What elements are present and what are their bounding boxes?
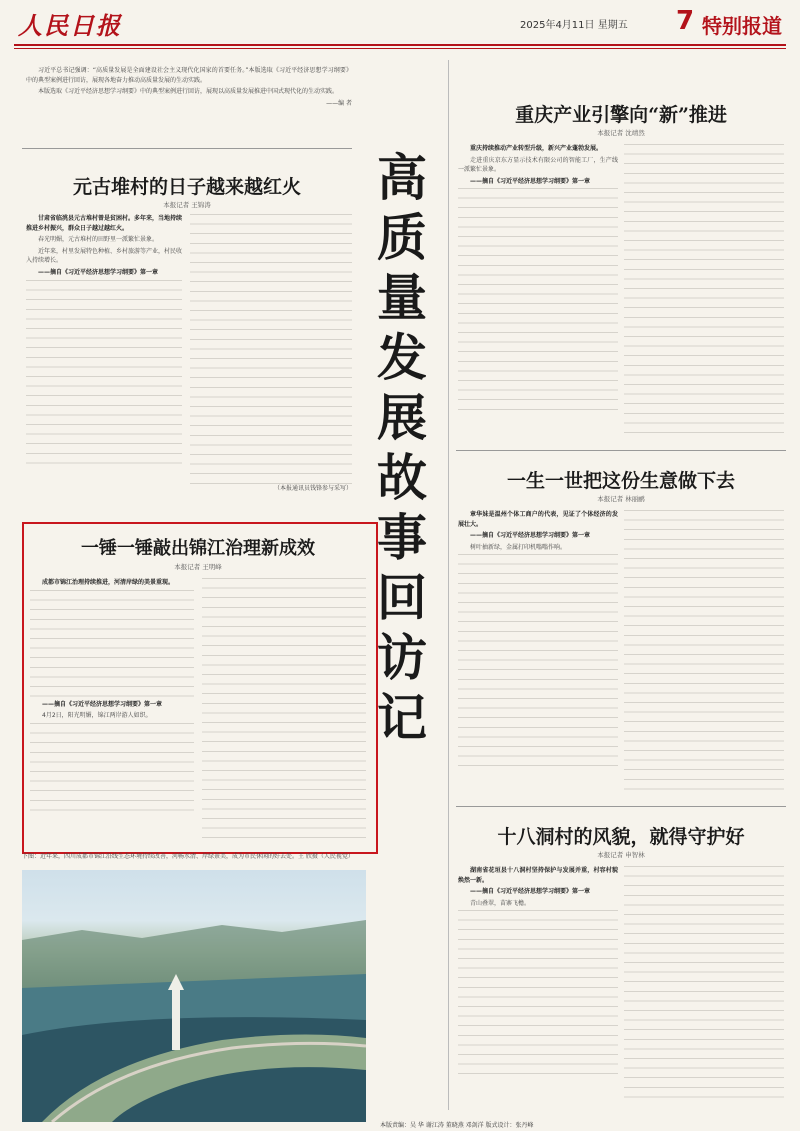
article-quote: ——摘自《习近平经济思想学习纲要》第一章 xyxy=(470,177,591,185)
masthead xyxy=(0,0,800,44)
divider xyxy=(22,148,352,149)
article-note: （本报通讯员钱锋参与采写） xyxy=(273,485,352,492)
article-paragraph: 4月2日，阳光明媚，锦江两岸游人如织。 xyxy=(42,712,152,720)
header-rule xyxy=(14,44,786,46)
editor-note xyxy=(26,66,352,142)
article-paragraph: 树叶抽新绿，金属打印机嗡嗡作响。 xyxy=(470,543,567,551)
article-quote: ——摘自《习近平经济思想学习纲要》第一章 xyxy=(38,268,159,276)
article-lead: 重庆持续推动产业转型升级，新兴产业蓬勃发展。 xyxy=(470,145,603,152)
article-body-col2 xyxy=(190,214,352,514)
text-lines xyxy=(624,866,784,1106)
article-body xyxy=(458,866,618,1110)
article-paragraph: 走进重庆京东方显示技术有限公司的智能工厂，生产线一派繁忙景象。 xyxy=(458,156,618,174)
article-title: 一锤一锤敲出锦江治理新成效 xyxy=(81,538,315,559)
article-byline: 本报记者 沈靖然 xyxy=(597,129,645,137)
article-body-col2 xyxy=(202,578,366,846)
article-body xyxy=(458,144,618,440)
text-lines xyxy=(624,144,784,434)
article-byline: 本报记者 王明峰 xyxy=(174,563,222,571)
editor-note-signature: ——编 者 xyxy=(326,99,352,107)
issue-date: 2025年4月11日 星期五 xyxy=(520,20,628,31)
vertical-title: 高质量发展故事回访记 xyxy=(377,148,427,747)
text-lines xyxy=(202,578,366,840)
photo-illustration xyxy=(22,870,366,1122)
city-river-photo xyxy=(22,870,366,1122)
article-lead: 章华妹是温州个体工商户的代表，见证了个体经济的发展壮大。 xyxy=(458,511,618,528)
article-paragraph: 青山叠翠，苗寨飞檐。 xyxy=(470,899,531,907)
editor-note-text: 习近平总书记强调：“高质量发展是全面建设社会主义现代化国家的首要任务。”本版选取《习近平经济思想学习纲要》中的典型案例进行回访，展现各地奋力推动高质量发展的生动实践。 xyxy=(26,67,352,84)
article-byline: 本报记者 申智林 xyxy=(597,851,645,859)
article-title: 一生一世把这份生意做下去 xyxy=(506,470,735,492)
article-lead: 湖南省花垣县十八洞村坚持保护与发展并重，村容村貌焕然一新。 xyxy=(458,867,618,884)
article-quote: ——摘自《习近平经济思想学习纲要》第一章 xyxy=(42,700,163,708)
article-lead: 成都市锦江治理持续推进，河清岸绿的美景重现。 xyxy=(42,579,175,586)
article-quote: ——摘自《习近平经济思想学习纲要》第一章 xyxy=(470,532,591,540)
page-footer: 本版责编：吴 华 谢江涛 董晓燕 邓剑洋 版式设计：张丹峰 xyxy=(380,1122,534,1129)
column-divider xyxy=(448,60,449,1110)
text-lines xyxy=(30,723,194,813)
article-body xyxy=(30,578,194,846)
article-body xyxy=(458,510,618,800)
divider xyxy=(456,450,786,451)
text-lines xyxy=(458,910,618,1080)
article-lead: 甘肃省临洮县元古堆村曾是贫困村。多年来，当地持续推进乡村振兴，群众日子越过越红火。 xyxy=(26,215,182,232)
text-lines xyxy=(624,510,784,795)
text-lines xyxy=(190,214,352,484)
article-quote: ——摘自《习近平经济思想学习纲要》第一章 xyxy=(470,888,591,896)
article-body-col2 xyxy=(624,510,784,800)
divider xyxy=(456,806,786,807)
newspaper-logo: 人民日报 xyxy=(18,11,122,40)
article-title: 十八洞村的风貌，就得守护好 xyxy=(497,826,745,848)
article-title: 元古堆村的日子越来越红火 xyxy=(72,176,301,198)
article-body xyxy=(26,214,182,504)
text-lines xyxy=(458,554,618,774)
header-rule-thin xyxy=(14,48,786,49)
article-paragraph: 春光明媚，元古堆村的田野里一派繁忙景象。 xyxy=(38,236,159,244)
page-number: 7 xyxy=(676,6,695,36)
editor-note-text-2: 本版选取《习近平经济思想学习纲要》中的典型案例进行回访，展现以高质量发展推进中国式现代化的生动实践。 xyxy=(38,88,339,96)
article-byline: 本报记者 王锦涛 xyxy=(163,201,211,209)
text-lines xyxy=(458,188,618,418)
photo-caption: 下图：近年来，四川成都市锦江沿线生态环境持续改善，河畅水清、岸绿景美，成为市民休闲的好去处。王 欣摄（人民视觉） xyxy=(22,853,354,860)
article-body-col2 xyxy=(624,144,784,440)
article-paragraph: 近年来，村里发展特色种植、乡村旅游等产业，村民收入持续增长。 xyxy=(26,247,182,265)
text-lines xyxy=(26,280,182,470)
article-body-col2 xyxy=(624,866,784,1110)
section-title: 特别报道 xyxy=(702,14,782,38)
article-byline: 本报记者 林丽鹂 xyxy=(597,495,645,503)
article-title: 重庆产业引擎向“新”推进 xyxy=(515,104,727,126)
text-lines xyxy=(30,590,194,700)
